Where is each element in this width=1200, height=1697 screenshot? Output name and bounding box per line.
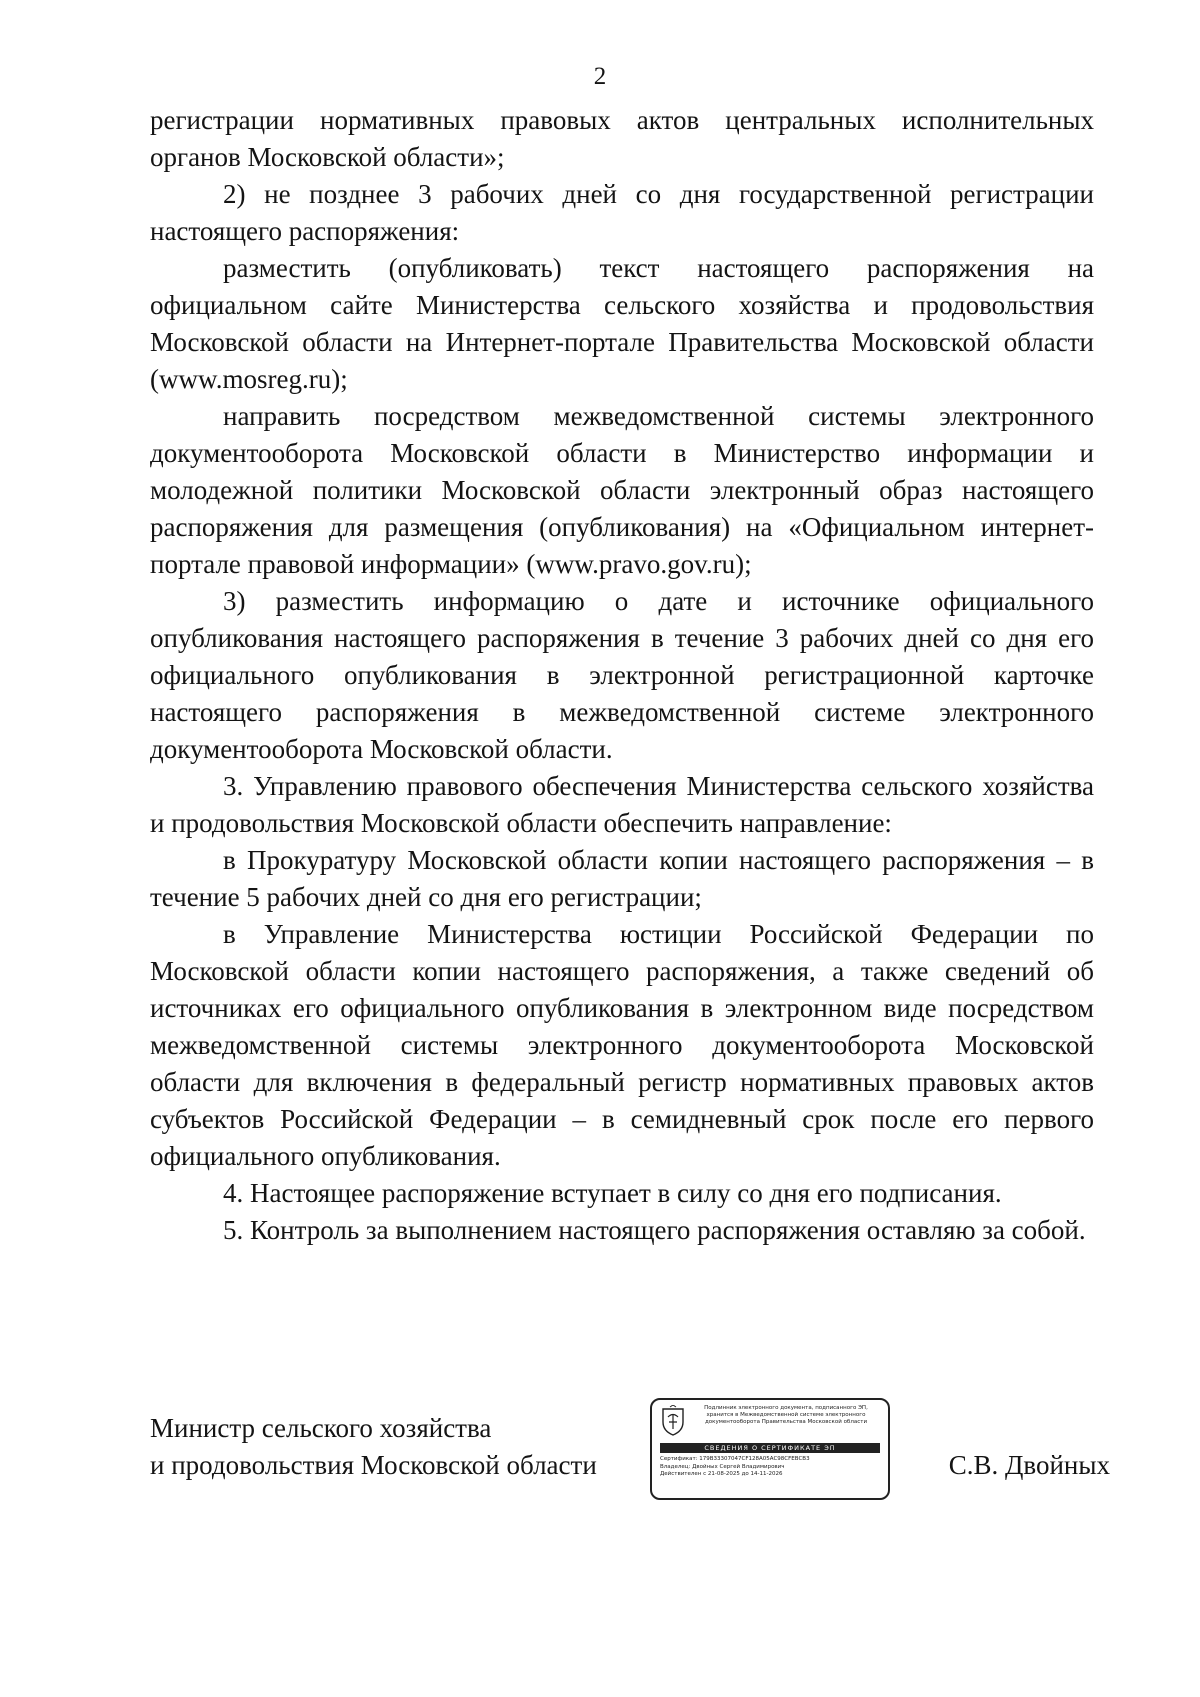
paragraph-9: 4. Настоящее распоряжение вступает в силу со дня его подписания. (223, 1178, 1002, 1208)
coat-of-arms-icon (660, 1405, 686, 1437)
stamp-header-line-1: Подлинник электронного документа, подписанного ЭП, (704, 1405, 868, 1411)
signatory-title-line-2: и продовольствия Московской области (150, 1450, 597, 1480)
electronic-signature-stamp (650, 1398, 890, 1500)
stamp-header (660, 1405, 880, 1441)
paragraph-5: 3) разместить информацию о дате и источнике официального опубликования настоящего распоряжения в течение 3 рабочих дней со дня его официального опубликования в электронной регистрационной карточке настоящего распоряжения в межведомственной системе электронного документооборота Московской области. (150, 586, 1094, 764)
paragraph-1: регистрации нормативных правовых актов центральных исполнительных органов Московской области»; (150, 105, 1094, 172)
paragraph-3: разместить (опубликовать) текст настоящего распоряжения на официальном сайте Министерства сельского хозяйства и продовольствия Московской области на Интернет-портале Правительства Московской области (www.mosreg.ru); (150, 253, 1094, 394)
paragraph-4: направить посредством межведомственной системы электронного документооборота Московской области в Министерство информации и молодежной политики Московской области электронный образ настоящего распоряжения для размещения (опубликования) на «Официальном интернет-портале правовой информации» (www.pravo.gov.ru); (150, 401, 1094, 579)
document-body (150, 102, 1094, 1249)
paragraph-2: 2) не позднее 3 рабочих дней со дня государственной регистрации настоящего распоряжения: (150, 179, 1094, 246)
paragraph-7: в Прокуратуру Московской области копии настоящего распоряжения – в течение 5 рабочих дней со дня его регистрации; (150, 845, 1094, 912)
signatory-title-line-1: Министр сельского хозяйства (150, 1413, 492, 1443)
stamp-header-line-2: хранится в Межведомственной системе электронного (706, 1412, 866, 1418)
signature-block (150, 1405, 1110, 1530)
stamp-certificate-number: Сертификат: 179B33307047CF128A05AC98CFEBCB3 (660, 1456, 810, 1462)
stamp-certificate-owner: Владелец: Двойных Сергей Владимирович (660, 1463, 785, 1470)
stamp-certificate-banner: СВЕДЕНИЯ О СЕРТИФИКАТЕ ЭП (660, 1443, 880, 1453)
signatory-title (150, 1410, 597, 1484)
page-number: 2 (593, 63, 607, 90)
paragraph-6: 3. Управлению правового обеспечения Министерства сельского хозяйства и продовольствия Московской области обеспечить направление: (150, 771, 1094, 838)
stamp-header-line-3: документооборота Правительства Московской области (704, 1419, 868, 1425)
paragraph-8: в Управление Министерства юстиции Российской Федерации по Московской области копии настоящего распоряжения, а также сведений об источниках его официального опубликования в электронном виде посредством межведомственной системы электронного документооборота Московской области для включения в федеральный регистр нормативных правовых актов субъектов Российской Федерации – в семидневный срок после его первого официального опубликования. (150, 919, 1094, 1171)
stamp-certificate-validity: Действителен с 21-08-2025 до 14-11-2026 (660, 1471, 783, 1477)
signatory-name: С.В. Двойных (948, 1450, 1110, 1480)
paragraph-10: 5. Контроль за выполнением настоящего распоряжения оставляю за собой. (223, 1215, 1086, 1245)
